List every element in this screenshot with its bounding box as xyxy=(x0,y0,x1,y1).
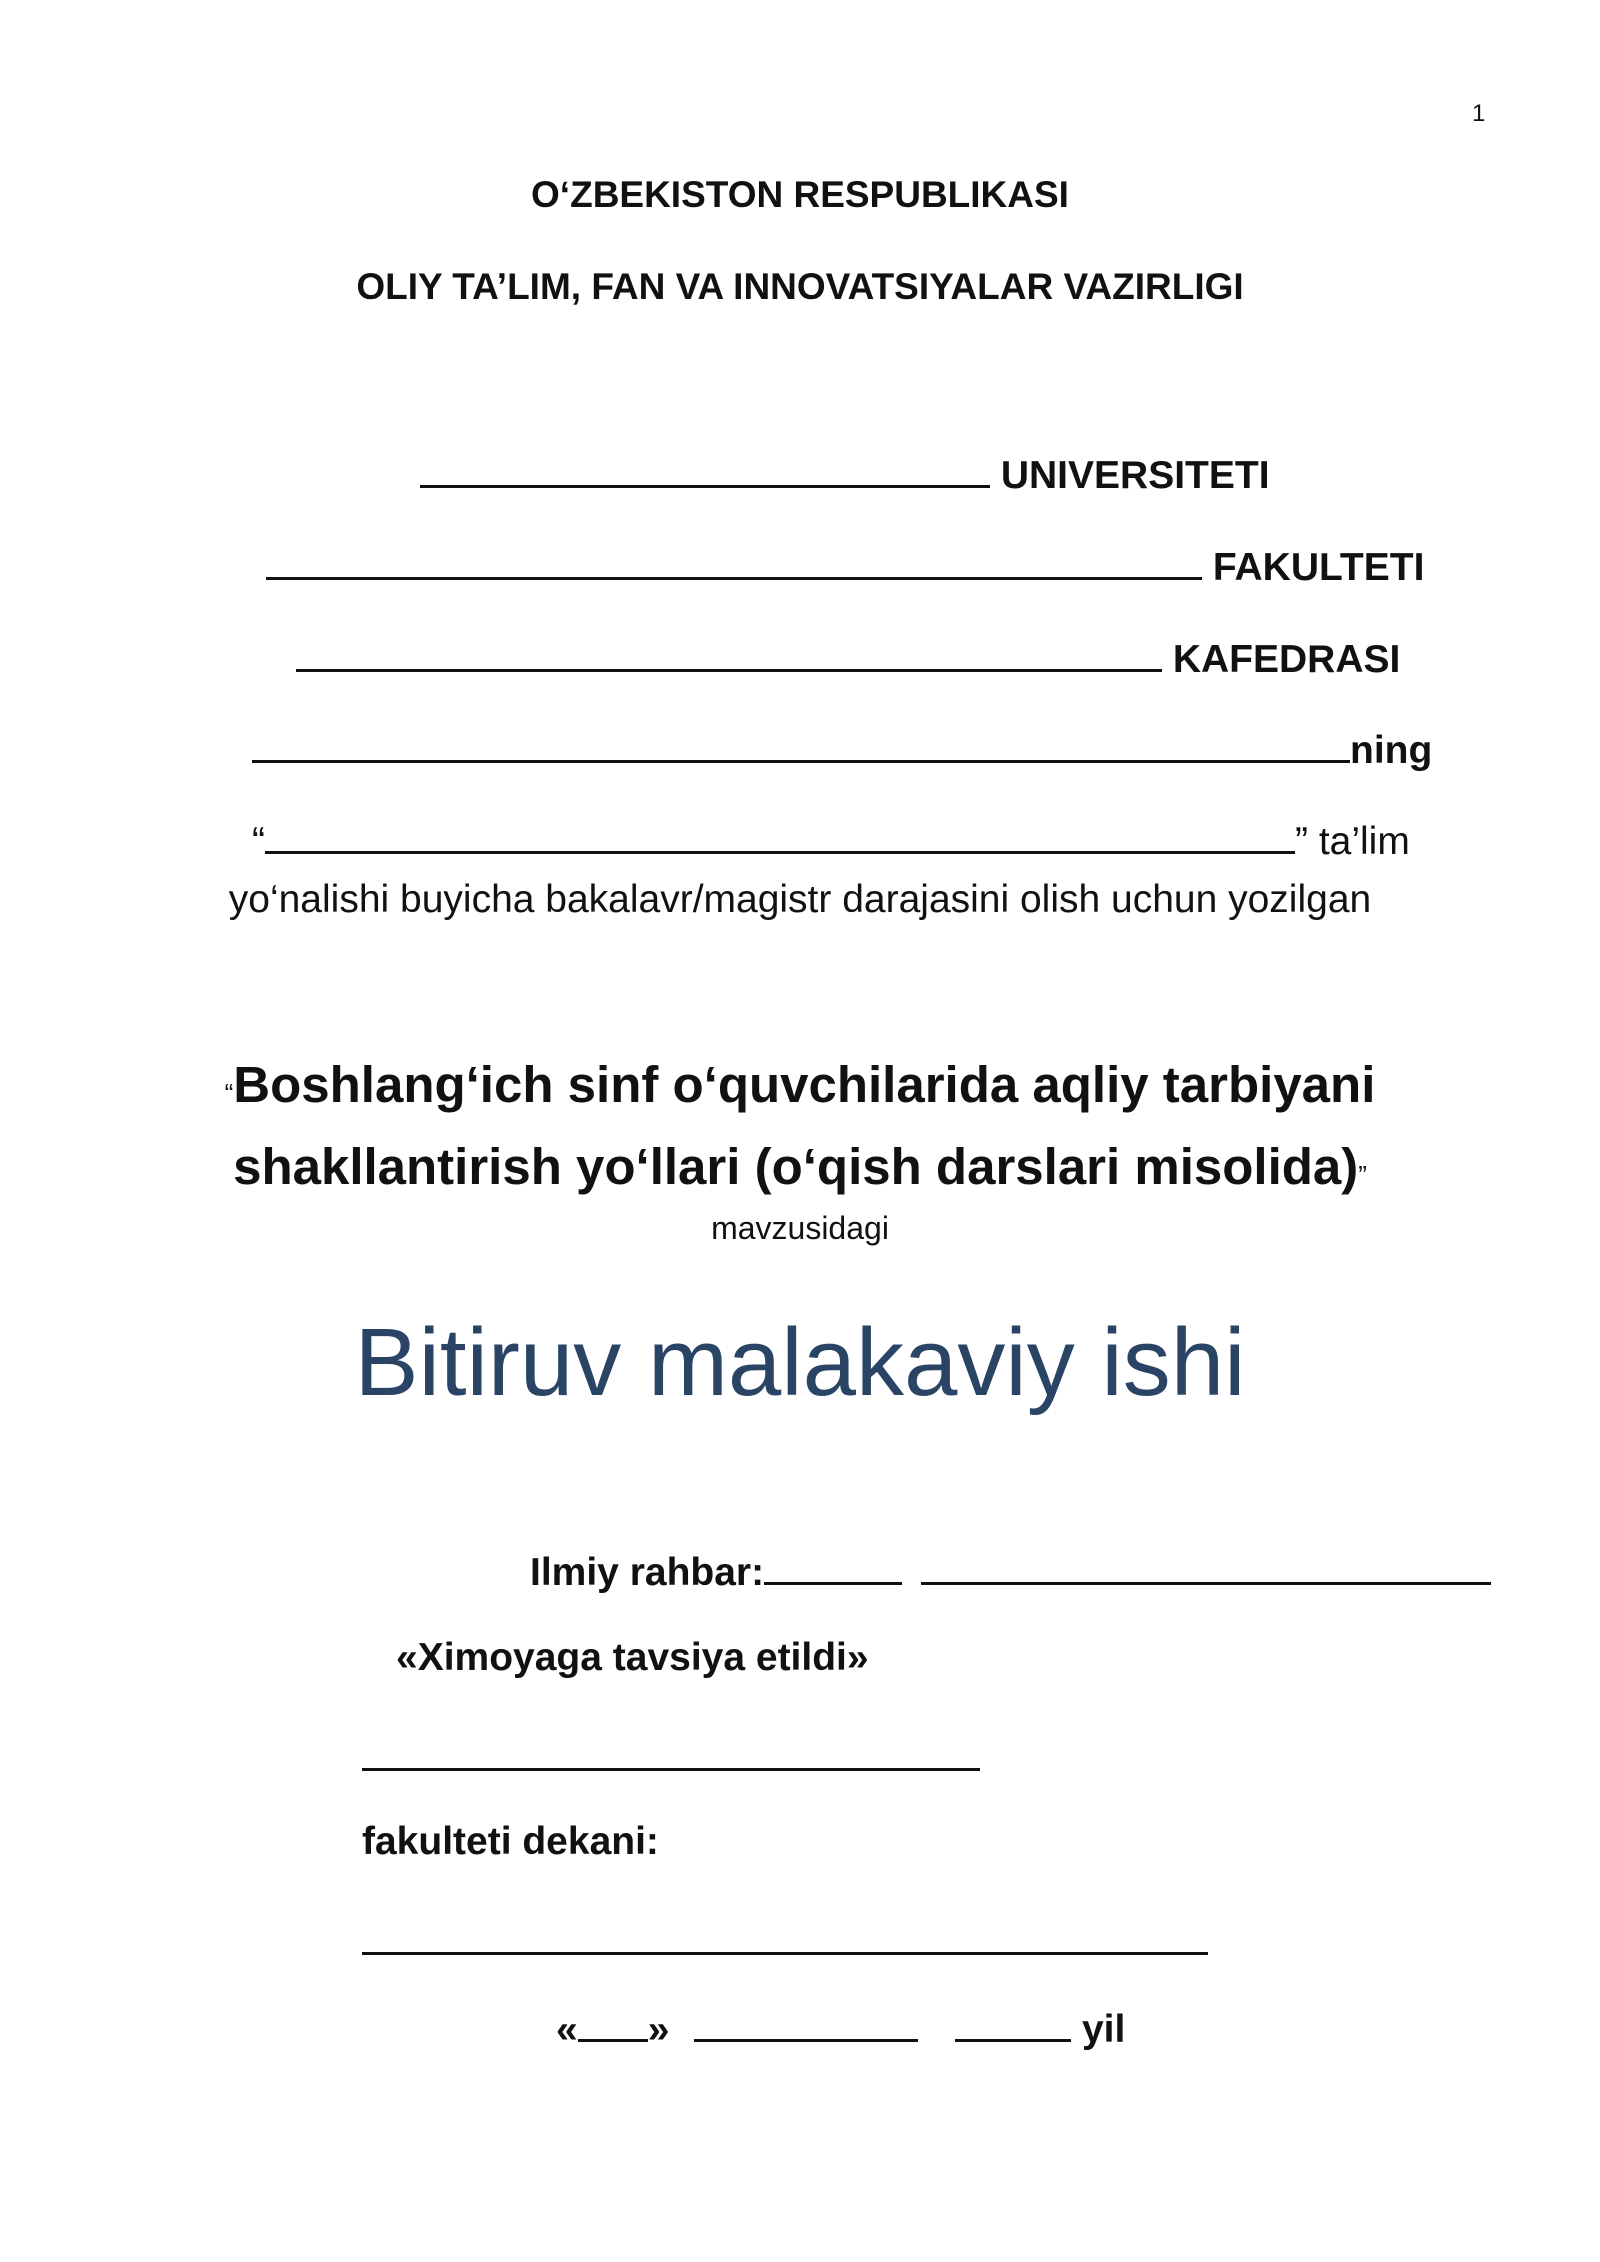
dean-name-blank[interactable] xyxy=(362,1952,1208,1955)
date-close-quote: » xyxy=(647,2008,670,2052)
topic-close-quote: ” xyxy=(1358,1160,1367,1190)
department-line xyxy=(296,632,1400,682)
department-name-blank[interactable] xyxy=(296,632,1162,672)
date-open-quote: « xyxy=(556,2008,578,2052)
university-suffix: UNIVERSITETI xyxy=(1000,454,1270,498)
direction-line xyxy=(252,814,1410,864)
direction-open-quote: “ xyxy=(252,820,265,864)
supervisor-label: Ilmiy rahbar: xyxy=(530,1551,765,1595)
day-blank[interactable] xyxy=(578,2002,648,2042)
republic-heading: O‘ZBEKISTON RESPUBLIKASI xyxy=(531,174,1069,215)
direction-name-blank[interactable] xyxy=(265,814,1295,854)
faculty-suffix: FAKULTETI xyxy=(1212,546,1425,590)
topic-line-1 xyxy=(0,1055,1600,1114)
student-suffix: ning xyxy=(1350,729,1433,773)
supervisor-line xyxy=(530,1545,1491,1595)
student-line xyxy=(252,723,1432,773)
university-name-blank[interactable] xyxy=(420,448,990,488)
dean-faculty-blank[interactable] xyxy=(362,1768,980,1771)
student-name-blank[interactable] xyxy=(252,723,1350,763)
month-blank[interactable] xyxy=(694,2002,918,2042)
recommended-line: «Ximoyaga tavsiya etildi» xyxy=(396,1636,869,1679)
date-line xyxy=(556,2002,1125,2052)
topic-subtitle: mavzusidagi xyxy=(711,1210,889,1246)
faculty-name-blank[interactable] xyxy=(266,540,1202,580)
topic-text-1: Boshlang‘ich sinf o‘quvchilarida aqliy tarbiyani xyxy=(233,1056,1376,1113)
topic-open-quote: “ xyxy=(224,1078,234,1108)
direction-description: yo‘nalishi buyicha bakalavr/magistr darajasini olish uchun yozilgan xyxy=(228,878,1372,921)
ministry-heading: OLIY TA’LIM, FAN VA INNOVATSIYALAR VAZIRLIGI xyxy=(356,266,1244,307)
page-number: 1 xyxy=(1472,100,1486,127)
department-suffix: KAFEDRASI xyxy=(1172,638,1401,682)
work-title: Bitiruv malakaviy ishi xyxy=(354,1309,1246,1416)
supervisor-name-blank[interactable] xyxy=(921,1545,1491,1585)
year-blank[interactable] xyxy=(955,2002,1071,2042)
supervisor-signature-blank[interactable] xyxy=(764,1545,902,1585)
dean-label: fakulteti dekani: xyxy=(362,1820,659,1863)
direction-close: ” ta’lim xyxy=(1295,820,1410,864)
topic-line-2 xyxy=(0,1137,1600,1196)
topic-text-2: shakllantirish yo‘llari (o‘qish darslari misolida) xyxy=(233,1138,1359,1195)
university-line xyxy=(420,448,1270,498)
year-label: yil xyxy=(1081,2008,1126,2052)
faculty-line xyxy=(266,540,1424,590)
